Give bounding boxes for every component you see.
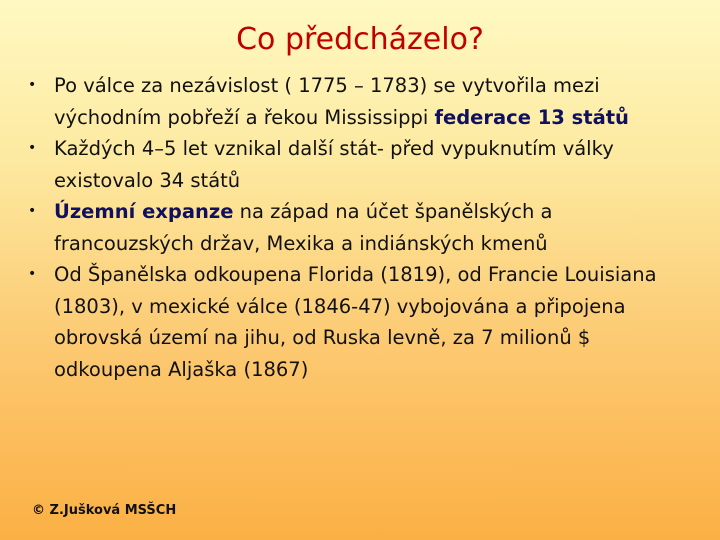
- bullet-item: [28, 259, 688, 385]
- page-title: Co předcházelo?: [236, 22, 484, 57]
- bullet-text: Od Španělska odkoupena Florida (1819), od Francie Louisiana (1803), v mexické válce (1846-47) vybojována a připojena obrovská území na jihu, od Ruska levně, za 7 milionů $ odkoupena Aljaška (1867): [54, 263, 657, 381]
- bullet-emphasis: federace 13 států: [434, 105, 629, 129]
- bullet-item: [28, 70, 688, 133]
- bullet-list: [28, 70, 688, 385]
- bullet-dot: •: [28, 203, 37, 219]
- bullet-item: [28, 133, 688, 196]
- bullet-dot: •: [28, 266, 37, 282]
- bullet-dot: •: [28, 77, 37, 93]
- bullet-item: [28, 196, 688, 259]
- bullet-text: Každých 4–5 let vznikal další stát- před vypuknutím války existovalo 34 států: [54, 137, 614, 192]
- footer-copyright: © Z.Jušková MSŠCH: [32, 503, 177, 518]
- bullet-emphasis: Územní expanze: [54, 200, 234, 223]
- bullet-text: Po válce za nezávislost ( 1775 – 1783) se vytvořila mezi východním pobřeží a řekou Mississippi: [54, 74, 600, 129]
- bullet-dot: •: [28, 140, 37, 156]
- bullet-text-after: na západ na účet španělských a francouzských držav, Mexika a indiánských kmenů: [54, 200, 553, 255]
